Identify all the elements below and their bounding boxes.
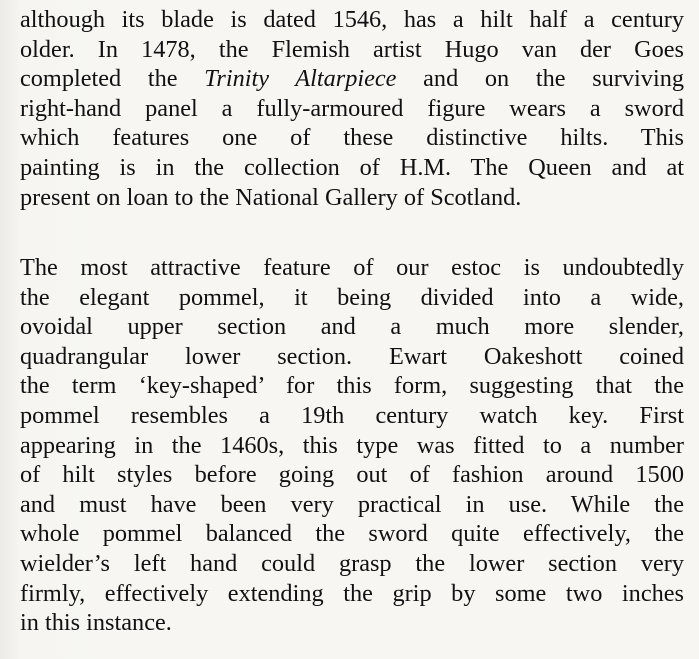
text-line: in this instance. <box>20 609 172 637</box>
text-line: although its blade is dated 1546, has a hilt half a century <box>20 6 684 33</box>
text-line: appearing in the 1460s, this type was fitted to a number <box>20 431 684 459</box>
text-line: ovoidal upper section and a much more slender, <box>20 313 684 341</box>
artwork-title: Trinity Altarpiece <box>204 65 397 93</box>
text-line: firmly, effectively extending the grip by some two inches <box>20 579 684 607</box>
text-line: wielder’s left hand could grasp the lower section very <box>20 549 684 577</box>
text-line: the elegant pommel, it being divided into a wide, <box>20 283 684 311</box>
text-segment: and on the surviving <box>396 65 684 93</box>
paragraph-1 <box>20 5 686 212</box>
text-segment: completed the <box>20 65 205 93</box>
text-line: the term ‘key-shaped’ for this form, suggesting that the <box>20 372 684 400</box>
text-line: of hilt styles before going out of fashion around 1500 <box>20 461 684 489</box>
text-line: present on loan to the National Gallery of Scotland. <box>20 183 522 211</box>
text-line: which features one of these distinctive hilts. This <box>20 124 684 152</box>
paragraph-2 <box>20 253 686 638</box>
text-line: pommel resembles a 19th century watch key. First <box>20 401 684 429</box>
text-line-with-italic-title <box>20 64 684 94</box>
text-line: painting is in the collection of H.M. The Queen and at <box>20 153 684 181</box>
text-line: whole pommel balanced the sword quite effectively, the <box>20 520 684 548</box>
text-line: The most attractive feature of our estoc is undoubtedly <box>20 254 684 281</box>
text-line: older. In 1478, the Flemish artist Hugo van der Goes <box>20 35 684 63</box>
text-line: and must have been very practical in use. While the <box>20 490 684 518</box>
text-line: right-hand panel a fully-armoured figure wears a sword <box>20 94 684 122</box>
text-line: quadrangular lower section. Ewart Oakeshott coined <box>20 342 684 370</box>
